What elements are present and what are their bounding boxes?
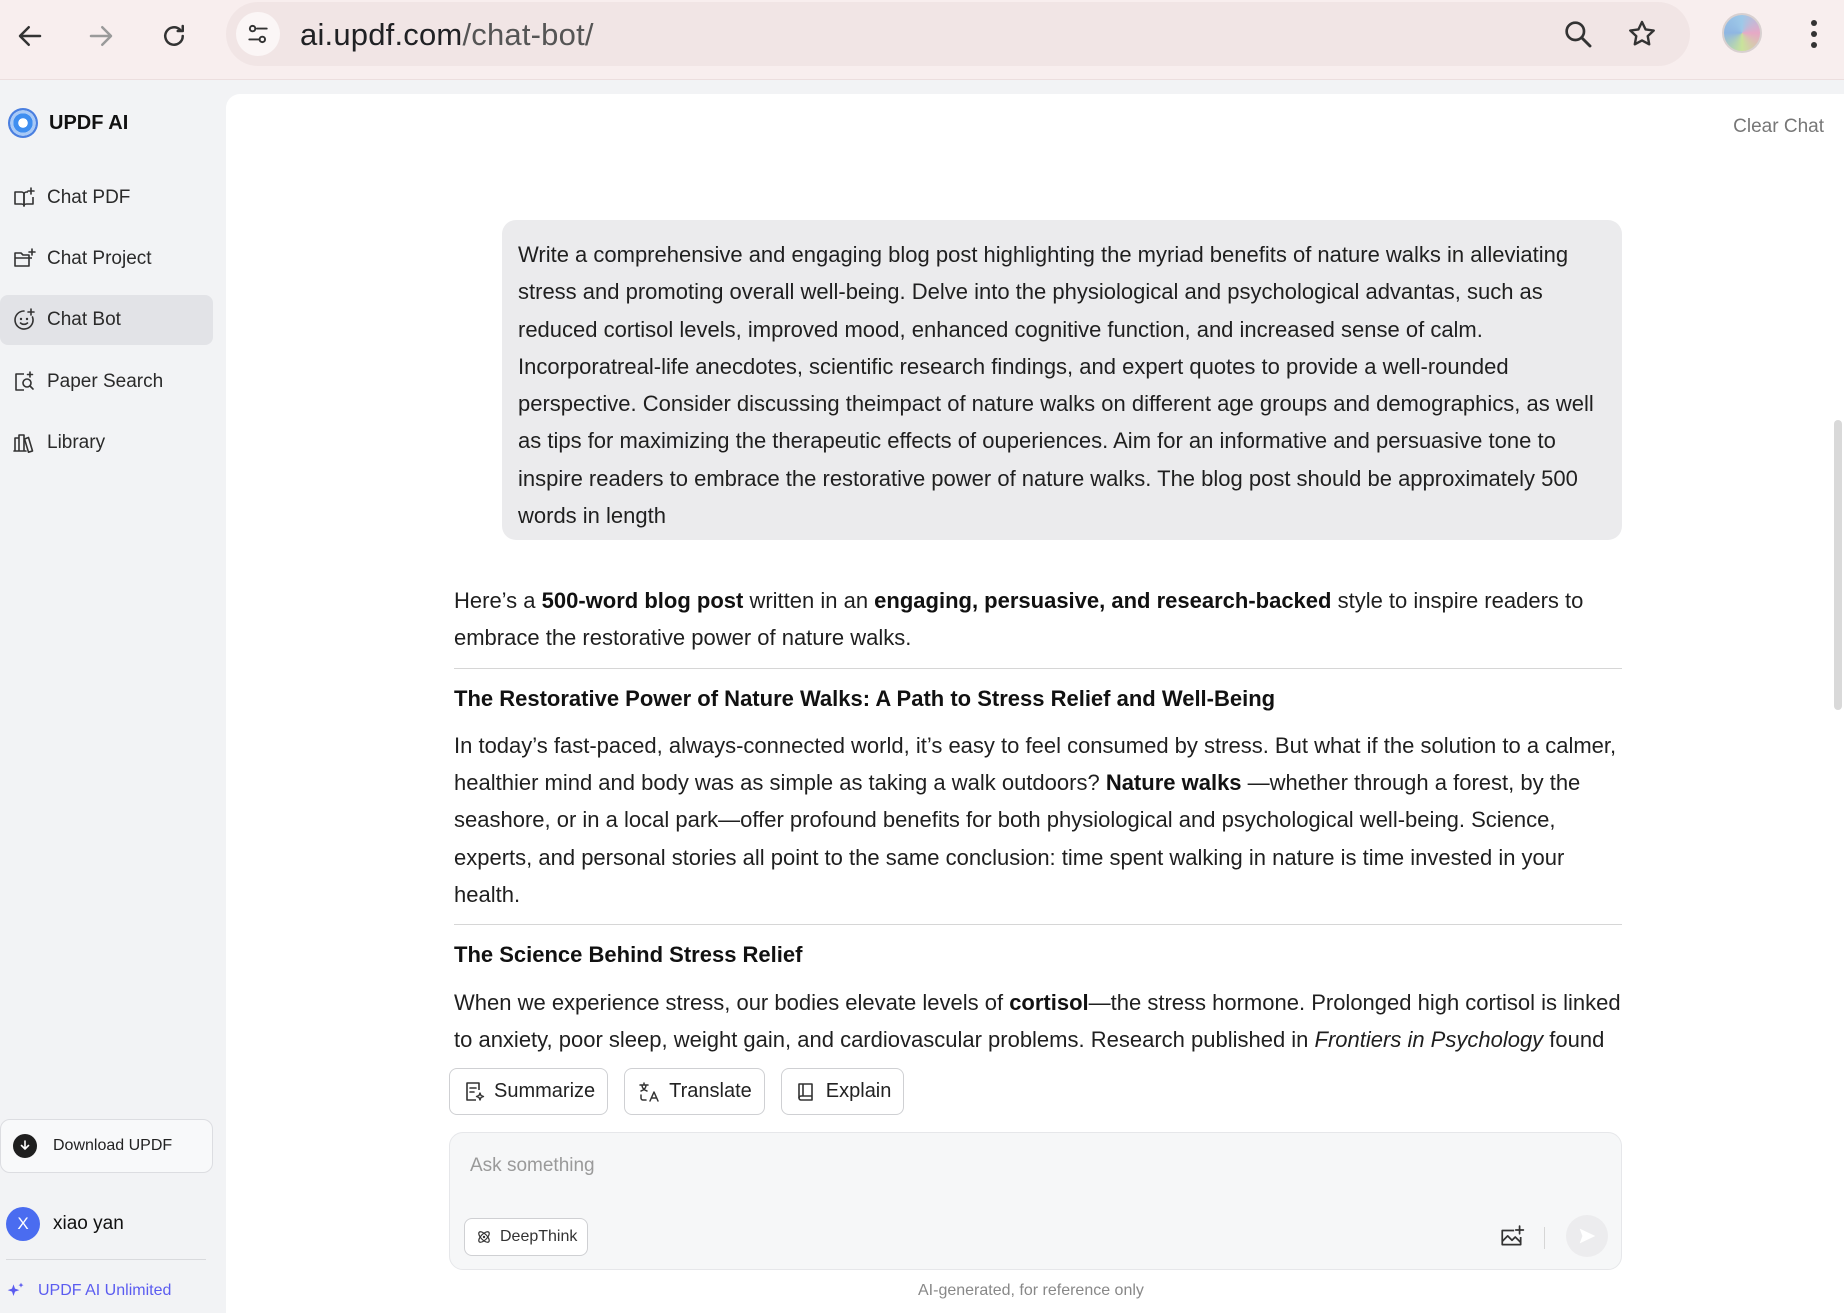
response-heading-1: The Restorative Power of Nature Walks: A Path to Stress Relief and Well-Being — [454, 685, 1276, 711]
response-heading-2: The Science Behind Stress Relief — [454, 942, 803, 968]
reload-icon — [159, 21, 189, 51]
text-run: written in an — [743, 588, 875, 613]
magnifier-icon — [1562, 18, 1594, 50]
disclaimer: AI-generated, for reference only — [918, 1282, 1144, 1299]
folder-icon — [12, 247, 36, 271]
browser-toolbar — [0, 0, 1844, 80]
plan-label: UPDF AI Unlimited — [38, 1282, 172, 1299]
search-document-icon — [12, 370, 36, 394]
divider — [6, 1259, 206, 1260]
reload-button[interactable] — [152, 14, 196, 58]
book-icon — [794, 1080, 818, 1104]
text-run: When we experience stress, our bodies elevate levels of — [454, 989, 1010, 1015]
summarize-icon — [462, 1080, 486, 1104]
brand[interactable] — [8, 108, 128, 138]
avatar: X — [6, 1207, 40, 1241]
address-bar[interactable] — [226, 2, 1690, 66]
text-run: In today’s fast-paced, always-connected world, it’s easy to feel consumed by stress. But what if the solution to a calmer, healthier mind and body was as simple as taking a walk outdoors? — [454, 732, 1617, 796]
translate-button[interactable] — [624, 1068, 765, 1115]
explain-button[interactable] — [781, 1068, 905, 1115]
user-name: xiao yan — [53, 1213, 124, 1234]
url-host: ai.updf.com — [300, 17, 463, 52]
image-icon — [1499, 1224, 1525, 1250]
kebab-menu-icon — [1810, 19, 1818, 49]
explain-label: Explain — [825, 1080, 892, 1102]
site-info-button[interactable] — [236, 12, 280, 56]
send-icon — [1576, 1225, 1598, 1247]
browser-menu-button[interactable] — [1796, 14, 1832, 54]
sidebar-item-label: Chat Bot — [47, 309, 121, 330]
plan-link[interactable] — [6, 1281, 171, 1301]
ask-input[interactable] — [470, 1151, 1570, 1181]
quick-actions — [449, 1068, 920, 1115]
image-upload-button[interactable] — [1496, 1221, 1528, 1253]
translate-icon — [637, 1080, 661, 1104]
sidebar — [0, 81, 226, 1313]
download-label: Download UPDF — [53, 1137, 173, 1154]
forward-button[interactable] — [79, 14, 123, 58]
user-message: Write a comprehensive and engaging blog post highlighting the myriad benefits of nature walks in alleviating stress and promoting overall well-being. Delve into the physiological and psychological advantas, such as reduced cortisol levels, improved mood, enhanced cognitive function, and increased sense of calm. Incorporatreal-life anecdotes, scientific research findings, and expert quotes to provide a well-rounded perspective. Consider discussing theimpact of nature walks on different age groups and demographics, as well as tips for maximizing the therapeutic effects of ouperiences. Aim for an informative and persuasive tone to inspire readers to embrace the restorative power of nature walks. The blog post should be approximately 500 words in length — [502, 220, 1622, 540]
response-intro — [454, 582, 1622, 657]
translate-label: Translate — [669, 1080, 752, 1102]
book-open-icon — [12, 186, 36, 210]
text-italic: Frontiers in Psychology — [1314, 1026, 1544, 1052]
response-paragraph-2 — [454, 984, 1622, 1052]
star-icon — [1626, 18, 1658, 50]
send-button[interactable] — [1566, 1215, 1608, 1257]
download-icon — [13, 1134, 37, 1158]
bot-icon — [12, 308, 36, 332]
deepthink-label: DeepThink — [500, 1228, 578, 1245]
scrollbar-thumb[interactable] — [1834, 420, 1842, 710]
assistant-response — [454, 582, 1622, 1052]
url-path: /chat-bot/ — [462, 17, 594, 52]
updf-logo-icon — [8, 108, 38, 138]
sidebar-item-chat-project[interactable] — [0, 234, 213, 284]
tune-icon — [245, 21, 271, 47]
sidebar-item-label: Chat Project — [47, 248, 152, 269]
summarize-label: Summarize — [494, 1080, 596, 1102]
library-icon — [12, 431, 36, 455]
sidebar-item-library[interactable] — [0, 418, 213, 468]
sidebar-item-label: Library — [47, 432, 106, 453]
divider — [454, 924, 1622, 925]
download-updf-button[interactable] — [0, 1119, 213, 1173]
bookmark-button[interactable] — [1624, 16, 1660, 52]
divider — [454, 668, 1622, 669]
sidebar-item-label: Chat PDF — [47, 187, 131, 208]
zoom-button[interactable] — [1560, 16, 1596, 52]
summarize-button[interactable] — [449, 1068, 608, 1115]
arrow-left-icon — [15, 21, 45, 51]
profile-avatar[interactable] — [1722, 13, 1762, 53]
sidebar-item-paper-search[interactable] — [0, 357, 213, 407]
back-button[interactable] — [8, 14, 52, 58]
clear-chat-button[interactable]: Clear Chat — [1733, 116, 1824, 137]
brand-name: UPDF AI — [49, 111, 129, 134]
text-bold: Nature walks — [1105, 770, 1242, 796]
text-bold: cortisol — [1009, 989, 1089, 1015]
sidebar-item-chat-bot[interactable] — [0, 295, 213, 345]
arrow-right-icon — [86, 21, 116, 51]
text-bold: 500-word blog post — [541, 588, 744, 613]
url-text[interactable] — [300, 17, 594, 53]
text-bold: engaging, persuasive, and research-backed — [874, 588, 1332, 613]
atom-icon — [475, 1228, 493, 1246]
composer — [449, 1132, 1622, 1270]
text-run: —the stress hormone. Prolonged high cortisol is linked to anxiety, poor sleep, weight gain, and cardiovascular problems. Research published in — [454, 989, 1621, 1052]
divider — [1544, 1227, 1545, 1249]
sidebar-item-chat-pdf[interactable] — [0, 173, 213, 223]
deepthink-toggle[interactable] — [464, 1218, 588, 1256]
text-run: —whether through a forest, by the seashore, or in a local park—offer profound benefits for both physiological and psychological well-being. Science, experts, and personal stories all point to the same conclusion: time spent walking in nature is time invested in your health. — [454, 770, 1581, 908]
response-paragraph-1 — [454, 727, 1622, 913]
sidebar-item-label: Paper Search — [47, 371, 164, 392]
user-account[interactable] — [6, 1207, 124, 1241]
text-run: style to inspire readers to embrace the restorative power of nature walks. — [454, 588, 1584, 651]
sparkle-icon — [6, 1281, 26, 1301]
text-run: Here’s a — [454, 588, 542, 613]
text-run: found — [1543, 1026, 1605, 1052]
